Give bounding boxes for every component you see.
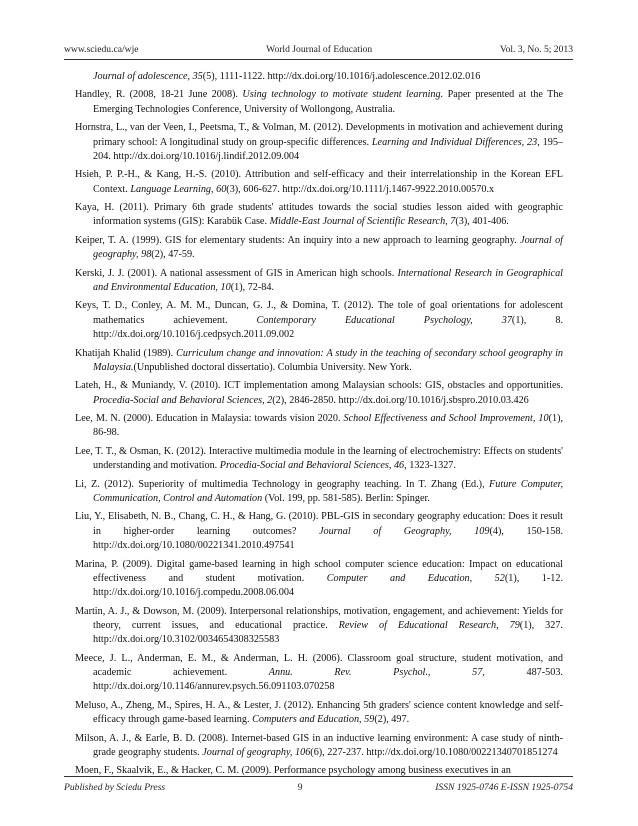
reference-text: Liu, Y., Elisabeth, N. B., Chang, C. H., & Hang, G. (2010). PBL-GIS in secondary geography education: Does it result in higher-order learning outcomes? — [75, 511, 563, 537]
reference-text: Lee, M. N. (2000). Education in Malaysia: towards vision 2020. — [75, 413, 344, 425]
reference-text: Khatijah Khalid (1989). — [75, 347, 177, 359]
reference-text: Moen, F., Skaalvik, E., & Hacker, C. M. (2009). Performance psychology among business executives in an — [75, 765, 511, 777]
reference-text: (1), 8. http://dx.doi.org/10.1016/j.cedpsych.2011.09.002 — [93, 314, 563, 341]
page-number: 9 — [297, 782, 303, 793]
reference-entry — [75, 299, 563, 342]
reference-text: (3), 606-627. http://dx.doi.org/10.1111/j.1467-9922.2010.00570.x — [226, 183, 495, 195]
reference-text: Kerski, J. J. (2001). A national assessment of GIS in American high schools. — [75, 267, 398, 279]
reference-source-italic: Using technology to motivate student learning. — [242, 89, 444, 101]
reference-text: , 487-503. http://dx.doi.org/10.1146/annurev.psych.56.091103.070258 — [93, 666, 563, 693]
reference-source-italic: Annu. Rev. Psychol., 57 — [268, 666, 483, 678]
reference-source-italic: Journal of geography, 106 — [202, 746, 311, 758]
footer-divider — [64, 776, 573, 777]
reference-text: Li, Z. (2012). Superiority of multimedia Technology in geography teaching. In T. Zhang (Ed.), — [75, 478, 490, 490]
reference-source-italic: Journal of geography, 98 — [93, 234, 563, 261]
reference-text: (Unpublished doctoral dissertatio). Columbia University. New York. — [133, 361, 412, 373]
reference-text: Kaya, H. (2011). Primary 6th grade students' attitudes towards the social studies lesson aided with geographic information systems (GIS): Karabük Case. — [75, 202, 563, 228]
reference-text: , 1323-1327. — [404, 460, 456, 472]
reference-text: Lateh, H., & Muniandy, V. (2010). ICT implementation among Malaysian schools: GIS, obstacles and opportunities. — [75, 380, 563, 392]
reference-source-italic: Journal of adolescence, 35 — [93, 71, 203, 82]
reference-entry — [75, 201, 563, 230]
header-divider — [64, 59, 573, 60]
reference-text: (1), 327. http://dx.doi.org/10.3102/0034654308325583 — [93, 619, 563, 646]
reference-entry — [75, 347, 563, 376]
reference-entry — [75, 732, 563, 761]
reference-text: (4), 150-158. http://dx.doi.org/10.1080/00221341.2010.497541 — [93, 525, 564, 552]
reference-text: Martin, A. J., & Dowson, M. (2009). Interpersonal relationships, motivation, engagement, and achievement: Yields for theory, current issues, and educational practice. — [75, 605, 563, 631]
reference-source-italic: International Research in Geographical and Environmental Education, 10 — [93, 267, 563, 293]
reference-text: Milson, A. J., & Earle, B. D. (2008). Internet-based GIS in an inductive learning environment: A case study of ninth-grade geography students. — [75, 732, 563, 758]
reference-text: (2), 47-59. — [151, 249, 195, 261]
reference-source-italic: School Effectiveness and School Improvement, 10 — [343, 413, 549, 425]
reference-text: , 195–204. http://dx.doi.org/10.1016/j.lindif.2012.09.004 — [93, 136, 564, 162]
reference-entry — [75, 70, 563, 84]
reference-source-italic: Computers and Education, 59 — [252, 714, 375, 726]
reference-source-italic: Procedia-Social and Behavioral Sciences, 46 — [219, 460, 405, 472]
reference-text: (2), 497. — [374, 714, 410, 726]
reference-entry — [75, 121, 563, 164]
reference-text: Keiper, T. A. (1999). GIS for elementary students: An inquiry into a new approach to learning geography. — [75, 234, 521, 246]
reference-source-italic: Contemporary Educational Psychology, 37 — [256, 314, 512, 326]
reference-entry — [75, 699, 563, 728]
running-footer — [64, 782, 573, 793]
reference-entry — [75, 168, 563, 197]
reference-entry — [75, 234, 563, 263]
reference-entry — [75, 478, 563, 507]
header-journal-url[interactable]: www.sciedu.ca/wje — [64, 44, 139, 55]
reference-text: Keys, T. D., Conley, A. M. M., Duncan, G. J., & Domina, T. (2012). The tole of goal orientations for adolescent mathematics achievement. — [75, 300, 563, 326]
reference-text: (3), 401-406. — [455, 216, 509, 228]
reference-entry — [75, 652, 563, 695]
reference-text: Hsieh, P. P.-H., & Kang, H.-S. (2010). Attribution and self-efficacy and their interrelationship in the Korean EFL Context. — [75, 169, 563, 195]
footer-issn: ISSN 1925-0746 E-ISSN 1925-0754 — [435, 782, 573, 793]
reference-entry — [75, 267, 563, 296]
header-volume-info: Vol. 3, No. 5; 2013 — [499, 44, 573, 55]
reference-text: Meece, J. L., Anderman, E. M., & Anderman, L. H. (2006). Classroom goal structure, student motivation, and academic achievement. — [75, 652, 563, 678]
reference-source-italic: Curriculum change and innovation: A study in the teaching of secondary school geography in Malaysia. — [93, 347, 563, 373]
running-header — [64, 44, 573, 55]
reference-source-italic: Computer and Education, 52 — [326, 572, 505, 584]
reference-text: Hornstra, L., van der Veen, I., Peetsma, T., & Volman, M. (2012). Developments in motivation and achievement during primary school: A longitudinal study on group-specific differences. — [75, 122, 563, 148]
reference-text: Marina, P. (2009). Digital game-based learning in high school computer science education: Impact on educational effectiveness and student motivation. — [75, 558, 563, 584]
reference-text: Lee, T. T., & Osman, K. (2012). Interactive multimedia module in the learning of electrochemistry: Effects on students' understanding and motivation. — [75, 445, 563, 472]
reference-text: (1), 1-12. http://dx.doi.org/10.1016/j.compedu.2008.06.004 — [93, 572, 563, 599]
reference-source-italic: Middle-East Journal of Scientific Research, 7 — [269, 216, 456, 228]
header-journal-title: World Journal of Education — [266, 44, 373, 55]
reference-entry — [75, 379, 563, 408]
reference-source-italic: Future Computer, Communication, Control and Automation — [93, 478, 563, 504]
reference-text: (1), 72-84. — [230, 281, 274, 293]
reference-entry — [75, 412, 563, 441]
reference-text: Paper presented at the The Emerging Technologies Conference, University of Wollongong, Australia. — [93, 89, 563, 115]
reference-entry — [75, 88, 563, 117]
reference-list — [75, 70, 563, 783]
reference-entry — [75, 558, 563, 601]
reference-entry — [75, 445, 563, 474]
reference-source-italic: Procedia-Social and Behavioral Sciences, 2 — [93, 394, 273, 406]
reference-source-italic: Learning and Individual Differences, 23 — [371, 136, 538, 148]
reference-source-italic: Language Learning, 60 — [130, 183, 227, 195]
reference-text: (2), 2846-2850. http://dx.doi.org/10.1016/j.sbspro.2010.03.426 — [272, 394, 529, 406]
reference-text: Handley, R. (2008, 18-21 June 2008). — [75, 89, 243, 101]
reference-text: Meluso, A., Zheng, M., Spires, H. A., & Lester, J. (2012). Enhancing 5th graders' science content knowledge and self-efficacy through game-based learning. — [75, 699, 563, 726]
reference-entry — [75, 510, 563, 553]
reference-text: (6), 227-237. http://dx.doi.org/10.1080/00221340701851274 — [310, 746, 558, 758]
reference-text: (5), 1111-1122. http://dx.doi.org/10.1016/j.adolescence.2012.02.016 — [202, 71, 481, 82]
footer-publisher: Published by Sciedu Press — [64, 782, 166, 793]
reference-text: (Vol. 199, pp. 581-585). Berlin: Spinger. — [262, 492, 430, 504]
reference-entry — [75, 605, 563, 648]
reference-source-italic: Journal of Geography, 109 — [318, 525, 490, 537]
reference-source-italic: Review of Educational Research, 79 — [338, 619, 520, 631]
reference-text: (1), 86-98. — [93, 413, 564, 439]
